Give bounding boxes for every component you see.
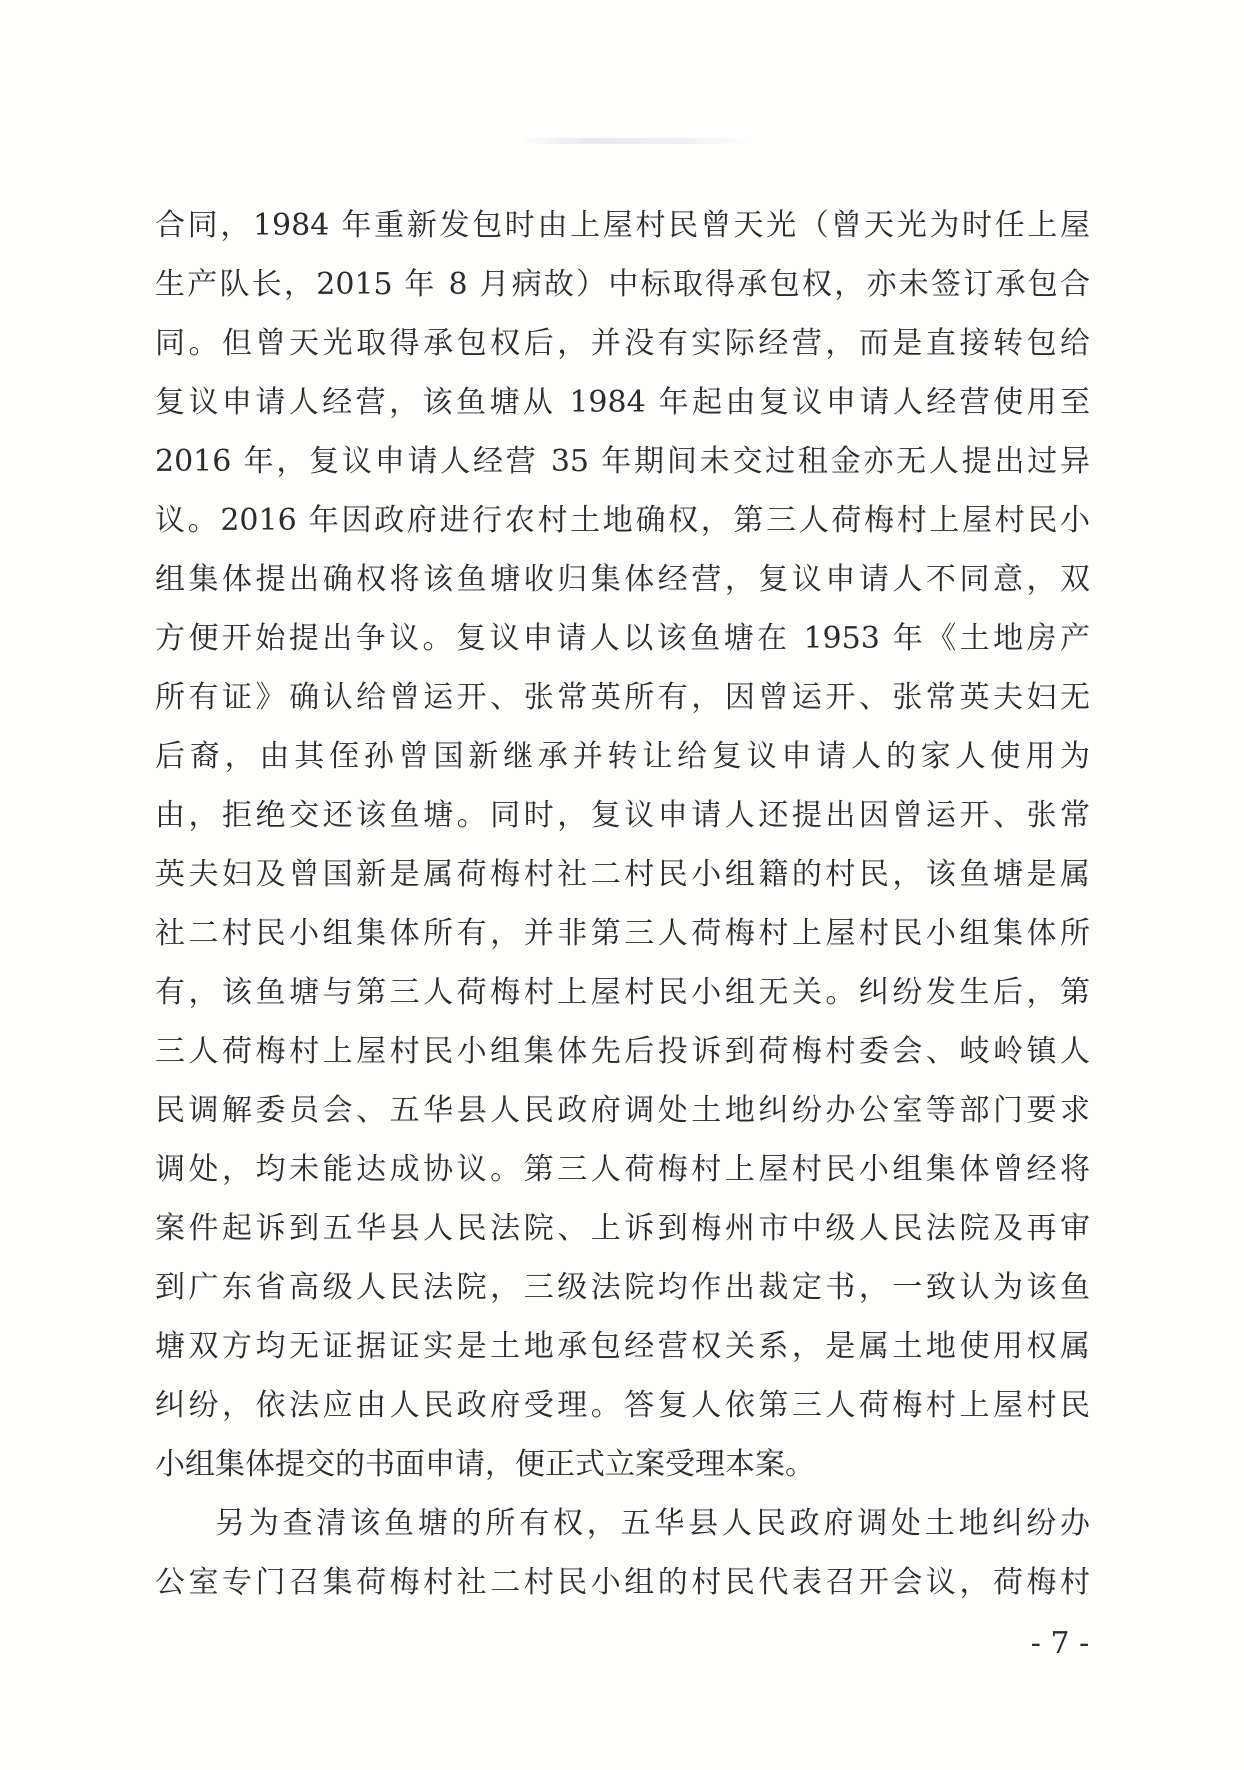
paragraph-line: 调处，均未能达成协议。第三人荷梅村上屋村民小组集体曾经将 xyxy=(155,1152,1090,1187)
paragraph-line: 民调解委员会、五华县人民政府调处土地纠纷办公室等部门要求 xyxy=(155,1093,1090,1128)
paragraph-line: 另为查清该鱼塘的所有权，五华县人民政府调处土地纠纷办 xyxy=(215,1506,1090,1541)
paragraph-line: 有，该鱼塘与第三人荷梅村上屋村民小组无关。纠纷发生后，第 xyxy=(155,975,1090,1010)
page-number: - 7 - xyxy=(1030,1626,1090,1661)
paragraph-line: 复议申请人经营，该鱼塘从 1984 年起由复议申请人经营使用至 xyxy=(155,385,1090,420)
paragraph-line: 后裔，由其侄孙曾国新继承并转让给复议申请人的家人使用为 xyxy=(155,739,1090,774)
paragraph-line: 同。但曾天光取得承包权后，并没有实际经营，而是直接转包给 xyxy=(155,326,1090,361)
paragraph-line: 三人荷梅村上屋村民小组集体先后投诉到荷梅村委会、岐岭镇人 xyxy=(155,1034,1090,1069)
paragraph-line: 生产队长，2015 年 8 月病故）中标取得承包权，亦未签订承包合 xyxy=(155,267,1090,302)
paragraph-line: 小组集体提交的书面申请，便正式立案受理本案。 xyxy=(155,1447,815,1482)
paragraph-line: 所有证》确认给曾运开、张常英所有，因曾运开、张常英夫妇无 xyxy=(155,680,1090,715)
body-text xyxy=(155,196,1090,1612)
paragraph-line: 社二村民小组集体所有，并非第三人荷梅村上屋村民小组集体所 xyxy=(155,916,1090,951)
paragraph-line: 到广东省高级人民法院，三级法院均作出裁定书，一致认为该鱼 xyxy=(155,1270,1090,1305)
paragraph-line: 合同，1984 年重新发包时由上屋村民曾天光（曾天光为时任上屋 xyxy=(155,208,1090,243)
paragraph-line: 组集体提出确权将该鱼塘收归集体经营，复议申请人不同意，双 xyxy=(155,562,1090,597)
paragraph-line: 2016 年，复议申请人经营 35 年期间未交过租金亦无人提出过异 xyxy=(155,444,1090,479)
scan-artifact xyxy=(520,138,750,144)
paragraph-line: 方便开始提出争议。复议申请人以该鱼塘在 1953 年《土地房产 xyxy=(155,621,1090,656)
paragraph-line: 案件起诉到五华县人民法院、上诉到梅州市中级人民法院及再审 xyxy=(155,1211,1090,1246)
paragraph-line: 由，拒绝交还该鱼塘。同时，复议申请人还提出因曾运开、张常 xyxy=(155,798,1090,833)
paragraph-line: 议。2016 年因政府进行农村土地确权，第三人荷梅村上屋村民小 xyxy=(155,503,1090,538)
paragraph-line: 塘双方均无证据证实是土地承包经营权关系，是属土地使用权属 xyxy=(155,1329,1090,1364)
paragraph-line: 公室专门召集荷梅村社二村民小组的村民代表召开会议，荷梅村 xyxy=(155,1565,1090,1600)
paragraph-line: 英夫妇及曾国新是属荷梅村社二村民小组籍的村民，该鱼塘是属 xyxy=(155,857,1090,892)
paragraph-line: 纠纷，依法应由人民政府受理。答复人依第三人荷梅村上屋村民 xyxy=(155,1388,1090,1423)
